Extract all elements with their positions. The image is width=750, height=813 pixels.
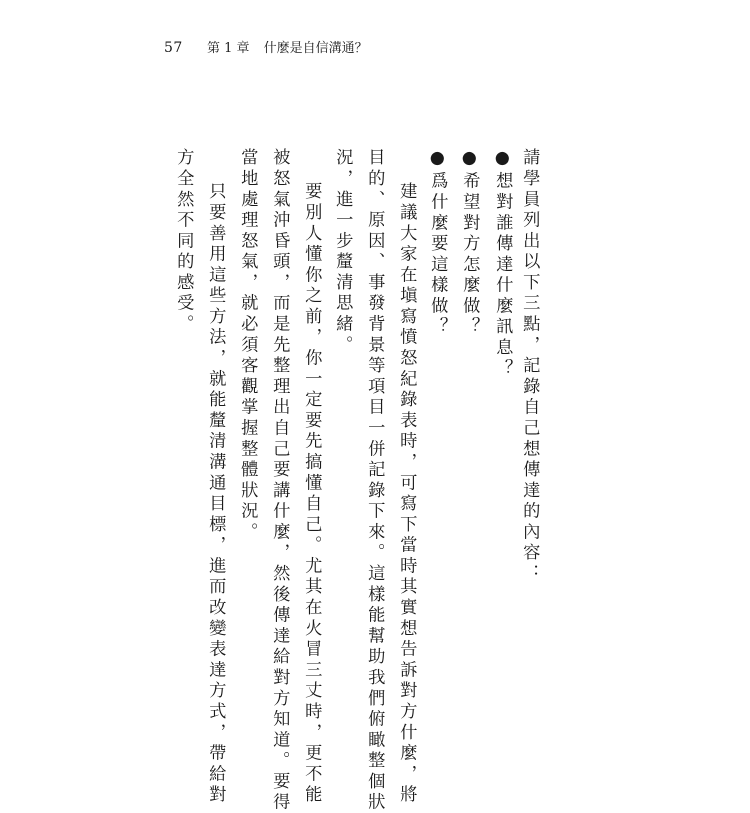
bullet-item [459,148,480,338]
bullet-dot: ● [492,148,513,172]
bullet-dot: ● [427,148,448,172]
text-column: 方全然不同的感受。 [173,148,194,336]
chapter-label: 第 1 章 [206,41,250,56]
bullet-text: 想對誰傳達什麼訊息？ [492,171,513,380]
text-column: 況，進一步釐清思緒。 [332,148,353,356]
running-header [164,37,368,56]
bullet-text: 爲什麼要這樣做？ [427,171,448,338]
text-column: 目的、原因、事發背景等項目一併記錄下來。這樣能幫助我們俯瞰整個狀 [364,148,385,813]
bullet-item [427,148,448,338]
text-column: 請學員列出以下三點，記錄自己想傳達的內容： [519,148,540,585]
bullet-dot: ● [459,148,480,172]
text-column: 被怒氣沖昏頭，而是先整理出自己要講什麼，然後傳達給對方知道。要得 [269,148,290,813]
text-column: 要別人懂你之前，你一定要先搞懂自己。尤其在火冒三丈時，更不能 [301,182,322,806]
bullet-item [492,148,513,380]
page-number: 57 [164,40,183,56]
text-column: 當地處理怒氣，就必須客觀掌握整體狀況。 [237,148,258,544]
chapter-title: 什麼是自信溝通？ [263,41,368,56]
text-column: 建議大家在塡寫憤怒紀錄表時，可寫下當時其實想告訴對方什麼，將 [396,182,417,806]
bullet-text: 希望對方怎麼做？ [459,171,480,338]
text-column: 只要善用這些方法，就能釐清溝通目標，進而改變表達方式，帶給對 [205,182,226,806]
